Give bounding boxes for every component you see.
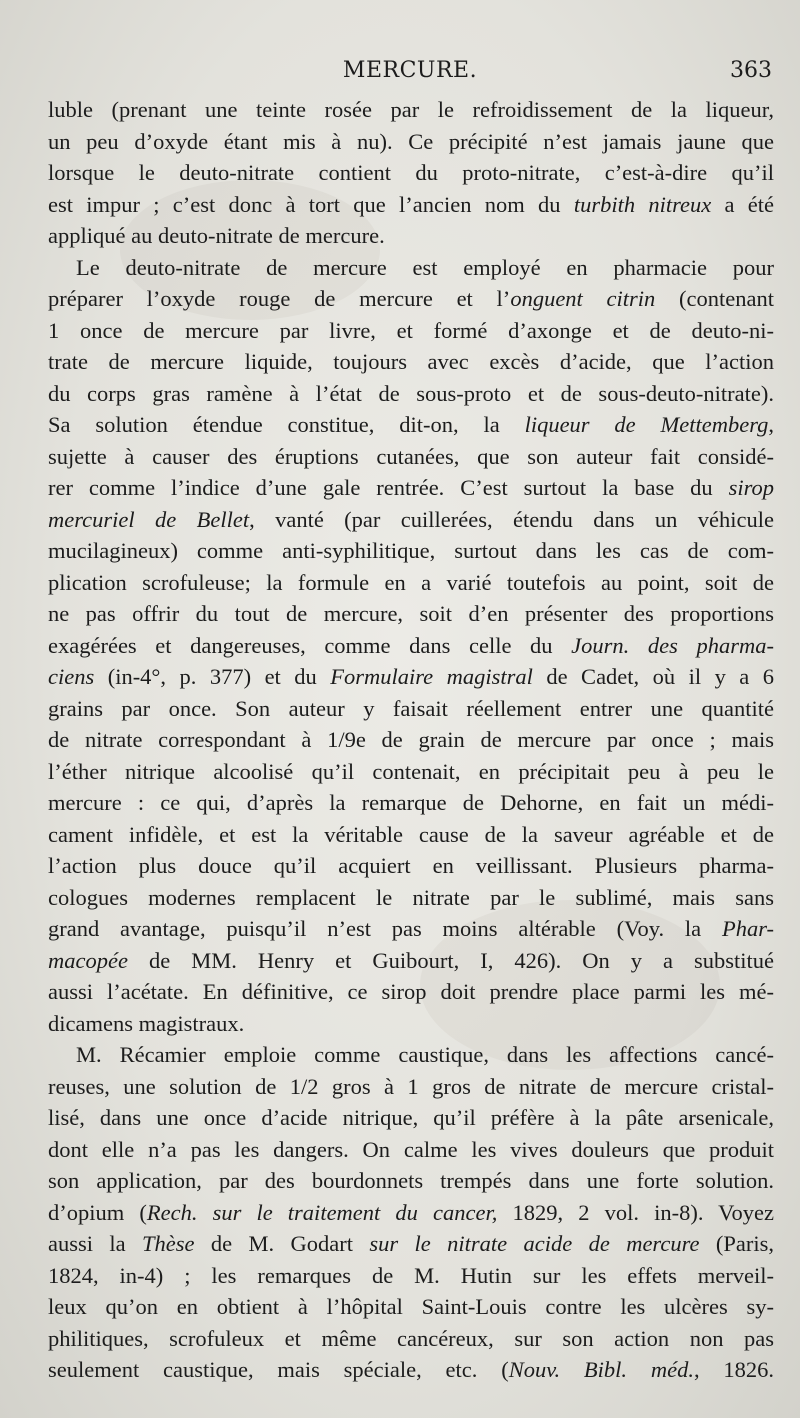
text-line [48, 598, 774, 630]
text-run: luble (prenant une teinte rosée par le refroidissement de la liqueur, [48, 97, 774, 122]
text-run: dont elle n’a pas les dangers. On calme les vives douleurs que produit [48, 1136, 774, 1162]
text-run: seulement caustique, mais spéciale, etc. ( [48, 1357, 509, 1382]
text-line [48, 913, 774, 945]
text-run: grand avantage, puisqu’il n’est pas moins altérable (Voy. la [48, 916, 722, 941]
page-header [48, 58, 772, 94]
text-run: 1824, in-4) ; les remarques de M. Hutin sur les effets merveil- [48, 1262, 774, 1288]
text-run: philitiques, scrofuleux et même cancéreux, sur son action non pas [48, 1325, 774, 1351]
text-line [48, 1008, 774, 1040]
text-run: , vanté (par cuillerées, étendu dans un véhicule [249, 506, 774, 532]
text-line [48, 535, 774, 567]
text-run: a été [711, 191, 774, 217]
italic-text: Formulaire magistral [330, 664, 533, 689]
text-run: reuses, une solution de 1/2 gros à 1 gros de nitrate de mercure cristal- [48, 1073, 774, 1099]
text-line [48, 1260, 774, 1292]
text-line [48, 126, 774, 158]
text-run: dicamens magistraux. [48, 1010, 245, 1036]
text-line [48, 1165, 774, 1197]
text-line [48, 1228, 774, 1260]
page-number: 363 [730, 58, 772, 83]
text-run: aussi la [48, 1231, 142, 1256]
text-run: sujette à causer des éruptions cutanées, que son auteur fait considé- [48, 443, 774, 469]
italic-text: macopée [48, 947, 128, 973]
text-line [48, 945, 774, 977]
text-line [48, 661, 774, 693]
text-run: leux qu’on en obtient à l’hôpital Saint-Louis contre les ulcères sy- [48, 1294, 774, 1319]
text-run: préparer l’oxyde rouge de mercure et l’ [48, 286, 511, 311]
italic-text: mercuriel de Bellet [48, 506, 250, 532]
italic-text: Rech. sur le traitement du cancer, [146, 1199, 498, 1225]
text-run: , [768, 412, 775, 437]
text-line [48, 1071, 774, 1103]
italic-text: sur le nitrate acide de mercure [369, 1231, 700, 1256]
italic-text: liqueur de Mettemberg [524, 412, 769, 437]
text-run: cologues modernes remplacent le nitrate par le sublimé, mais sans [48, 884, 774, 910]
text-run: trate de mercure liquide, toujours avec excès d’acide, que l’action [48, 349, 774, 374]
text-line [48, 283, 774, 315]
text-line [48, 850, 774, 882]
text-line [48, 189, 774, 221]
text-run: M. Récamier emploie comme caustique, dans les affections cancé- [76, 1042, 774, 1067]
text-line [48, 787, 774, 819]
text-run: est impur ; c’est donc à tort que l’ancien nom du [48, 191, 574, 217]
text-run: de Cadet, où il y a 6 [532, 664, 774, 689]
text-run: plication scrofuleuse; la formule en a varié toutefois au point, soit de [48, 569, 774, 595]
text-run: de nitrate correspondant à 1/9e de grain de mercure par once ; mais [48, 727, 774, 752]
text-line [48, 504, 774, 536]
text-run: l’action plus douce qu’il acquiert en veillissant. Plusieurs pharma- [48, 853, 774, 878]
text-run: appliqué au deuto-nitrate de mercure. [48, 223, 385, 248]
text-run: un peu d’oxyde étant mis à nu). Ce précipité n’est jamais jaune que [48, 128, 774, 154]
text-run: de MM. Henry et Guibourt, I, 426). On y a substitué [127, 947, 774, 973]
text-run: l’éther nitrique alcoolisé qu’il contenait, en précipitait peu à peu le [48, 758, 774, 784]
text-run: 1829, 2 vol. in-8). Voyez [497, 1199, 774, 1225]
text-line [48, 1039, 774, 1071]
text-line [48, 567, 774, 599]
text-run: lorsque le deuto-nitrate contient du proto-nitrate, c’est-à-dire qu’il [48, 160, 774, 185]
text-line [48, 409, 774, 441]
text-line [48, 630, 774, 662]
text-run: rer comme l’indice d’une gale rentrée. C’est surtout la base du [48, 475, 729, 500]
text-line [48, 724, 774, 756]
text-line [48, 1323, 774, 1355]
italic-text: Journ. des pharma- [571, 632, 774, 658]
text-line [48, 819, 774, 851]
text-run: mucilagineux) comme anti-syphilitique, surtout dans les cas de com- [48, 538, 774, 563]
text-run: cament infidèle, et est la véritable cause de la saveur agréable et de [48, 821, 774, 847]
italic-text: sirop [728, 475, 774, 500]
italic-text: Phar- [721, 916, 774, 941]
italic-text: Thèse [142, 1231, 195, 1256]
text-run: (contenant [655, 286, 774, 311]
text-line [48, 1134, 774, 1166]
italic-text: onguent citrin [510, 286, 656, 311]
text-line [48, 252, 774, 284]
text-run: grains par once. Son auteur y faisait réellement entrer une quantité [48, 695, 774, 721]
text-run: mercure : ce qui, d’après la remarque de Dehorne, en fait un médi- [48, 790, 774, 815]
italic-text: Nouv. Bibl. méd. [508, 1357, 694, 1382]
text-line [48, 693, 774, 725]
text-line [48, 94, 774, 126]
text-line [48, 1102, 774, 1134]
text-line [48, 1291, 774, 1323]
text-run: (in-4°, p. 377) et du [94, 664, 331, 689]
text-line [48, 1197, 774, 1229]
text-run: Le deuto-nitrate de mercure est employé en pharmacie pour [76, 254, 774, 280]
italic-text: ciens [48, 664, 95, 689]
italic-text: turbith nitreux [573, 191, 712, 217]
text-line [48, 378, 774, 410]
text-line [48, 346, 774, 378]
text-line [48, 1354, 774, 1386]
text-line [48, 882, 774, 914]
text-line [48, 756, 774, 788]
text-run: ne pas offrir du tout de mercure, soit d’en présenter des proportions [48, 601, 774, 626]
text-run: son application, par des bourdonnets trempés dans une forte solution. [48, 1168, 774, 1193]
running-title: MERCURE. [342, 58, 478, 83]
text-line [48, 472, 774, 504]
text-line [48, 315, 774, 347]
text-run: 1 once de mercure par livre, et formé d’axonge et de deuto-ni- [48, 317, 774, 343]
text-run: aussi l’acétate. En définitive, ce sirop doit prendre place parmi les mé- [48, 979, 774, 1004]
text-run: d’opium ( [48, 1199, 147, 1225]
text-run: , 1826. [693, 1357, 774, 1382]
text-line [48, 976, 774, 1008]
text-line [48, 220, 774, 252]
text-run: du corps gras ramène à l’état de sous-proto et de sous-deuto-nitrate). [48, 380, 774, 406]
text-line [48, 157, 774, 189]
text-run: de M. Godart [194, 1231, 370, 1256]
body-text [48, 94, 774, 1386]
text-line [48, 441, 774, 473]
text-run: lisé, dans une once d’acide nitrique, qu’il préfère à la pâte arsenicale, [48, 1105, 774, 1130]
text-run: exagérées et dangereuses, comme dans celle du [48, 632, 572, 658]
text-run: Sa solution étendue constitue, dit-on, la [48, 412, 525, 437]
text-run: (Paris, [699, 1231, 774, 1256]
